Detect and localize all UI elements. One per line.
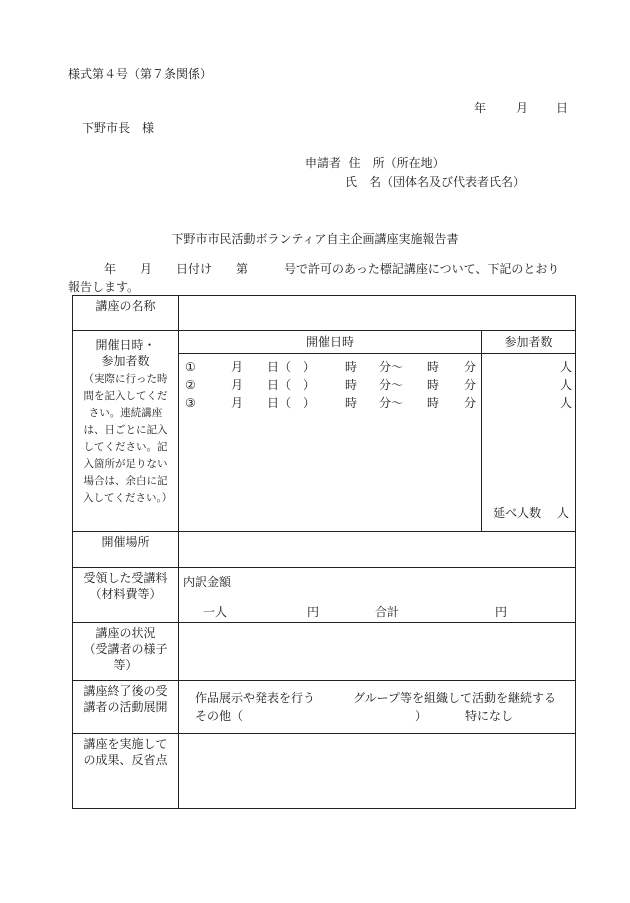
schedule-row[interactable]: ② 月 日（ ） 時 分～ 時 分 人 bbox=[185, 378, 573, 392]
activity-option-other[interactable]: その他（ bbox=[195, 709, 244, 723]
schedule-label: 開催日時・ 参加者数 （実際に行った時間を記入してください。連続講座は、日ごとに記入してください。記入箇所が足りない場合は、余白に記入してください。） bbox=[73, 331, 179, 532]
activity-label: 講座終了後の受 講者の活動展開 bbox=[73, 681, 179, 734]
status-label: 講座の状況 （受講者の様子 等） bbox=[73, 623, 179, 681]
schedule-row[interactable]: ③ 月 日（ ） 時 分～ 時 分 人 bbox=[185, 396, 573, 410]
result-label: 講座を実施して の成果、反省点 bbox=[73, 734, 179, 809]
fee-label: 受領した受講料 （材料費等） bbox=[73, 568, 179, 623]
report-date bbox=[474, 102, 568, 114]
applicant-label: 申請者 bbox=[305, 156, 342, 170]
activity-cell bbox=[179, 681, 576, 734]
schedule-note: （実際に行った時間を記入してください。連続講座は、日ごとに記入してください。記入箇所が足りない場合は、余白に記入してください。） bbox=[83, 373, 173, 505]
intro-line-2: 報告します。 bbox=[68, 280, 140, 294]
activity-option-group[interactable]: グループ等を組織して活動を継続する bbox=[353, 691, 557, 705]
status-field[interactable] bbox=[179, 623, 576, 681]
result-field[interactable] bbox=[179, 734, 576, 809]
activity-other-close: ） bbox=[415, 709, 428, 723]
venue-field[interactable] bbox=[179, 532, 576, 568]
document-title: 下野市市民活動ボランティア自主企画講座実施報告書 bbox=[171, 232, 459, 246]
form-number: 様式第４号（第７条関係） bbox=[68, 67, 213, 81]
activity-option-none[interactable]: 特になし bbox=[465, 709, 514, 723]
venue-label: 開催場所 bbox=[73, 532, 179, 568]
intro-line-1: 年 月 日付け 第 号で許可のあった標記講座について、下記のとおり bbox=[104, 262, 560, 276]
applicant-address-row bbox=[305, 157, 445, 169]
schedule-row[interactable]: ① 月 日（ ） 時 分～ 時 分 人 bbox=[185, 360, 573, 374]
date-day: 日 bbox=[556, 101, 569, 115]
participants-header: 参加者数 bbox=[482, 331, 575, 354]
schedule-header: 開催日時 bbox=[179, 331, 482, 354]
fee-breakdown-label: 内訳金額 bbox=[183, 575, 232, 589]
schedule-cell bbox=[179, 331, 576, 532]
fee-per-person-label: 一人 bbox=[203, 605, 228, 619]
activity-option-exhibition[interactable]: 作品展示や発表を行う bbox=[195, 691, 316, 705]
total-participants: 延べ人数 人 bbox=[493, 505, 569, 520]
applicant-name-label: 氏 名（団体名及び代表者氏名） bbox=[345, 175, 526, 189]
course-name-field[interactable] bbox=[179, 296, 576, 331]
fee-yen-2: 円 bbox=[495, 605, 508, 619]
course-name-label: 講座の名称 bbox=[73, 296, 179, 331]
report-form-table bbox=[72, 295, 576, 809]
fee-yen-1: 円 bbox=[307, 605, 320, 619]
fee-total-label: 合計 bbox=[375, 605, 400, 619]
address-label: 住 所（所在地） bbox=[348, 156, 445, 170]
addressee: 下野市長 様 bbox=[82, 121, 155, 135]
date-month: 月 bbox=[516, 101, 529, 115]
date-year: 年 bbox=[474, 101, 487, 115]
fee-cell[interactable] bbox=[179, 568, 576, 623]
